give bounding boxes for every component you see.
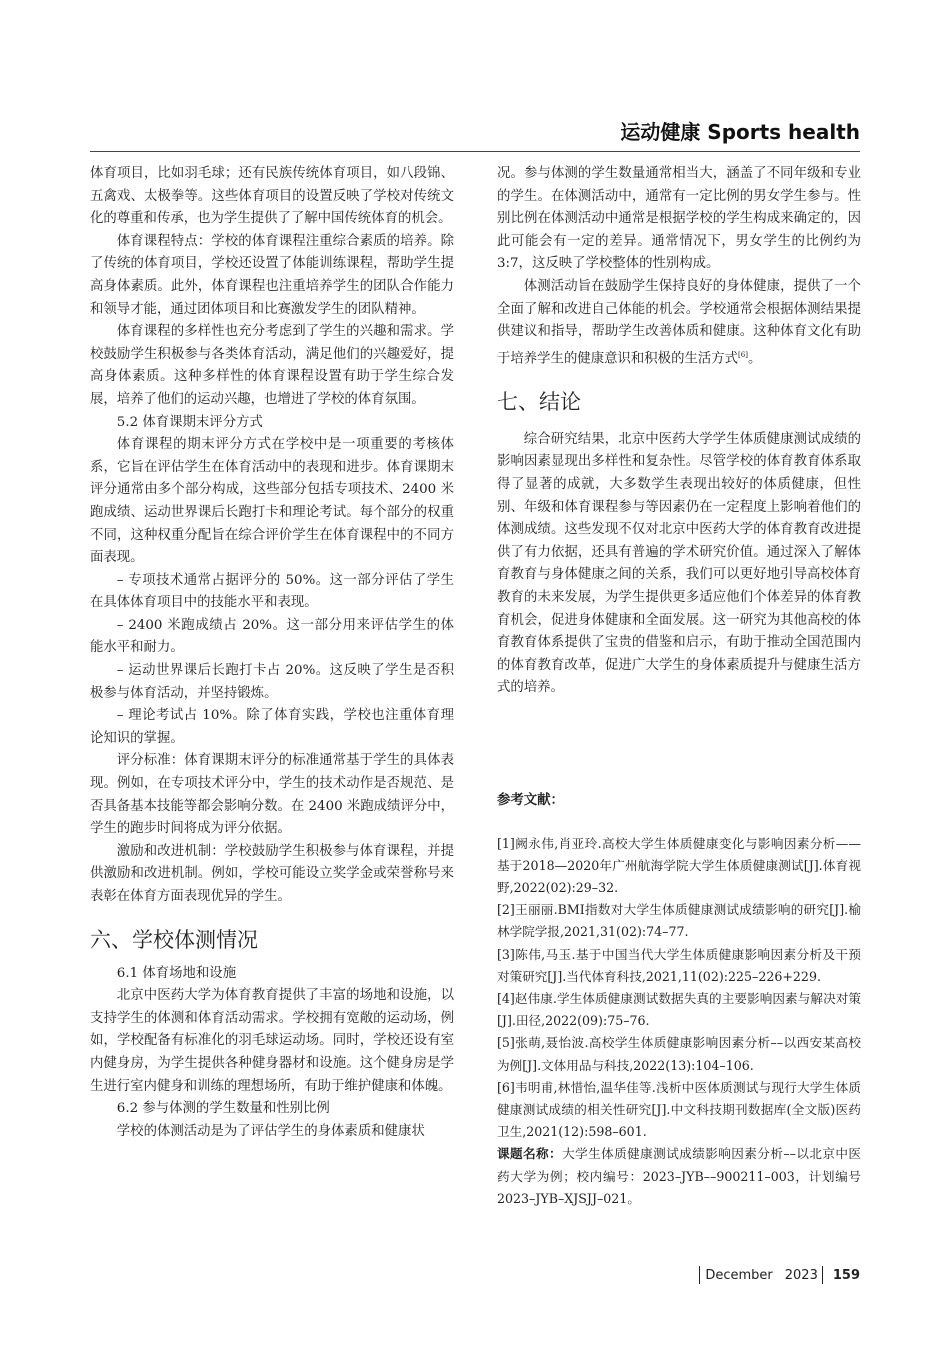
reference-item: [3]陈伟,马玉.基于中国当代大学生体质健康影响因素分析及干预对策研究[J].当代体育科技,2021,11(02):225–226+229. [497, 946, 861, 984]
footer-divider [699, 1266, 700, 1284]
reference-item: [6]韦明甫,林惜怡,温华佳等.浅析中医体质测试与现行大学生体质健康测试成绩的相关性研究[J].中文科技期刊数据库(全文版)医药卫生,2021(12):598–601. [497, 1079, 861, 1140]
footer-divider [822, 1266, 823, 1284]
paragraph-end: 。 [747, 351, 762, 367]
reference-item: [1]阙永伟,肖亚玲.高校大学生体质健康变化与影响因素分析——基于2018—2020年广州航海学院大学生体质健康测试[J].体育视野,2022(02):29–32. [497, 835, 861, 895]
paragraph: 体育课程的期末评分方式在学校中是一项重要的考核体系，它旨在评估学生在体育活动中的表现和进步。体育课期末评分通常由多个部分构成，这些部分包括专项技术、2400 米跑成绩、运动世界课后长跑打卡和理论考试。每个部分的权重不同，这种权重分配旨在综合评价学生在体育课程中的不同方面表现。 [90, 437, 454, 566]
section-heading: 六、学校体测情况 [90, 927, 258, 952]
paragraph-text: 体测活动旨在鼓励学生保持良好的身体健康，提供了一个全面了解和改进自己体能的机会。学校通常会根据体测结果提供建议和指导，帮助学生改善体质和健康。这种体育文化有助于培养学生的健康意识和积极的生活方式 [497, 278, 861, 367]
paragraph: 体育课程特点：学校的体育课程注重综合素质的培养。除了传统的体育项目，学校还设置了体能训练课程，帮助学生提高身体素质。此外，体育课程也注重培养学生的团队合作能力和领导才能，通过团体项目和比赛激发学生的团队精神。 [90, 233, 454, 317]
subsection-heading: 5.2 体育课期末评分方式 [116, 414, 263, 430]
paragraph: 学校的体测活动是为了评估学生的身体素质和健康状 [116, 1123, 425, 1139]
paragraph: 况。参与体测的学生数量通常相当大，涵盖了不同年级和专业的学生。在体测活动中，通常有一定比例的男女学生参与。性别比例在体测活动中通常是根据学校的学生构成来确定的，因此可能会有一定的差异。通常情况下，男女学生的比例约为 3:7，这反映了学校整体的性别构成。 [497, 166, 861, 272]
citation-marker: [6] [738, 350, 748, 359]
footer-month: December [705, 1267, 773, 1283]
page-footer [699, 1266, 860, 1284]
section-heading: 七、结论 [497, 389, 581, 414]
list-item: – 运动世界课后长跑打卡占 20%。这反映了学生是否积极参与体育活动，并坚持锻炼。 [90, 663, 454, 701]
list-item: – 2400 米跑成绩占 20%。这一部分用来评估学生的体能水平和耐力。 [90, 617, 454, 656]
paragraph: 激励和改进机制：学校鼓励学生积极参与体育课程，并提供激励和改进机制。例如，学校可能设立奖学金或荣誉称号来表彰在体育方面表现优异的学生。 [90, 843, 454, 904]
paragraph: 体育课程的多样性也充分考虑到了学生的兴趣和需求。学校鼓励学生积极参与各类体育活动，满足他们的兴趣爱好，提高身体素质。这种多样性的体育课程设置有助于学生综合发展，培养了他们的运动兴趣，也增进了学校的体育氛围。 [90, 324, 454, 407]
paragraph: 评分标准：体育课期末评分的标准通常基于学生的具体表现。例如，在专项技术评分中，学生的技术动作是否规范、是否具备基本技能等都会影响分数。在 2400 米跑成绩评分中，学生的跑步时间将成为评分依据。 [90, 753, 454, 837]
list-item: – 理论考试占 10%。除了体育实践，学校也注重体育理论知识的掌握。 [90, 708, 454, 746]
journal-section-title: 运动健康 Sports health [620, 120, 860, 144]
reference-item: [5]张萌,聂怡波.高校学生体质健康影响因素分析––以西安某高校为例[J].文体用品与科技,2022(13):104–106. [497, 1035, 861, 1073]
references-heading: 参考文献： [497, 792, 564, 808]
reference-item: [4]赵伟康.学生体质健康测试数据失真的主要影响因素与解决对策[J].田径,2022(09):75–76. [497, 990, 861, 1029]
paragraph: 综合研究结果，北京中医药大学学生体质健康测试成绩的影响因素显现出多样性和复杂性。尽管学校的体育教育体系取得了显著的成就，大多数学生表现出较好的体质健康，但性别、年级和体育课程参与等因素仍在一定程度上影响着他们的体测成绩。这些发现不仅对北京中医药大学的体育教育改进提供了有力依据，还具有普遍的学术研究价值。通过深入了解体育教育与身体健康之间的关系，我们可以更好地引导高校体育教育的未来发展，为学生提供更多适应他们个体差异的体育教育机会，促进身体健康和全面发展。这一研究为其他高校的体育教育体系提供了宝贵的借鉴和启示，有助于推动全国范围内的体育教育改革，促进广大学生的身体素质提升与健康生活方式的培养。 [497, 431, 861, 696]
right-column [497, 163, 861, 1210]
left-column [90, 163, 454, 1143]
project-text: 大学生体质健康测试成绩影响因素分析––以北京中医药大学为例；校内编号：2023–JYB––900211–003，计划编号2023–JYB–XJSJJ–021。 [497, 1146, 862, 1206]
footer-year: 2023 [784, 1267, 818, 1283]
page-number: 159 [832, 1267, 860, 1283]
paragraph: 体育项目，比如羽毛球；还有民族传统体育项目，如八段锦、五禽戏、太极拳等。这些体育项目的设置反映了学校对传统文化的尊重和传承，也为学生提供了了解中国传统体育的机会。 [90, 166, 454, 227]
subsection-heading: 6.2 参与体测的学生数量和性别比例 [116, 1101, 330, 1117]
project-label: 课题名称： [497, 1146, 563, 1162]
subsection-heading: 6.1 体育场地和设施 [116, 965, 237, 981]
paragraph: 北京中医药大学为体育教育提供了丰富的场地和设施，以支持学生的体测和体育活动需求。学校拥有宽敞的运动场，例如，学校配备有标准化的羽毛球运动场。同时，学校还设有室内健身房，为学生提供各种健身器材和设施。这个健身房是学生进行室内健身和训练的理想场所，有助于维护健康和体魄。 [90, 988, 454, 1094]
header-rule [90, 151, 860, 152]
project-note [497, 1143, 861, 1210]
list-item: – 专项技术通常占据评分的 50%。这一部分评估了学生在具体体育项目中的技能水平和表现。 [90, 572, 454, 611]
reference-item: [2]王丽丽.BMI指数对大学生体质健康测试成绩影响的研究[J].榆林学院学报,2021,31(02):74–77. [497, 902, 861, 940]
paragraph [497, 276, 861, 371]
